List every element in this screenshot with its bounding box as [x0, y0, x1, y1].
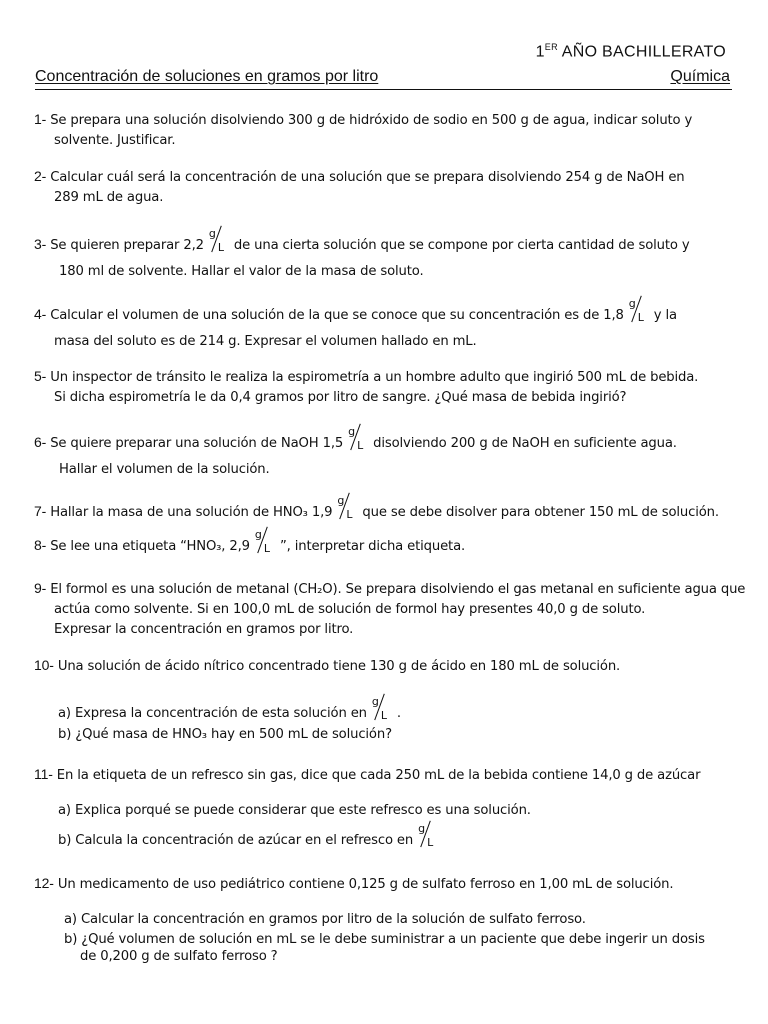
question-12-part-b-continued: de 0,200 g de sulfato ferroso ? — [80, 949, 278, 964]
question-number: 8- — [34, 537, 47, 553]
grams-per-liter-unit: g L — [254, 528, 270, 555]
question-number: 10- — [34, 657, 54, 673]
question-text: de una cierta solución que se compone por cierta cantidad de soluto y — [229, 238, 690, 253]
title-bar — [35, 67, 732, 90]
question-text: Hallar el volumen de la solución. — [59, 462, 270, 477]
subject-label: Química — [670, 68, 730, 85]
grade-label — [536, 42, 726, 61]
grams-per-liter-unit: g L — [348, 425, 364, 452]
question-1 — [34, 109, 746, 151]
question-number: 11- — [34, 766, 53, 782]
question-text: 289 mL de agua. — [54, 190, 164, 205]
question-text: actúa como solvente. Si en 100,0 mL de solución de formol hay presentes 40,0 g de soluto. — [54, 602, 646, 617]
question-10-part-b: b) ¿Qué masa de HNO₃ hay en 500 mL de solución? — [58, 727, 392, 742]
question-12-part-a: a) Calcular la concentración en gramos por litro de la solución de sulfato ferroso. — [64, 912, 586, 927]
question-text: que se debe disolver para obtener 150 mL de solución. — [358, 505, 719, 520]
question-11 — [34, 764, 746, 786]
grade-number: 1 — [535, 43, 545, 61]
question-number: 3- — [34, 236, 47, 252]
question-4 — [34, 297, 746, 355]
question-text: Se prepara una solución disolviendo 300 g de hidróxido de sodio en 500 g de agua, indicar soluto y — [46, 113, 693, 128]
question-10-part-a: a) Expresa la concentración de esta solución en g L . — [58, 699, 401, 727]
question-7 — [34, 494, 746, 526]
question-number: 4- — [34, 306, 47, 322]
question-text: disolviendo 200 g de NaOH en suficiente agua. — [369, 436, 677, 451]
question-text: Un inspector de tránsito le realiza la espirometría a un hombre adulto que ingirió 500 mL de bebida. — [46, 370, 699, 385]
question-text: Una solución de ácido nítrico concentrado tiene 130 g de ácido en 180 mL de solución. — [53, 659, 621, 674]
question-number: 9- — [34, 580, 47, 596]
question-number: 5- — [34, 368, 47, 384]
grams-per-liter-unit: g L — [208, 227, 224, 254]
question-text: Calcular el volumen de una solución de la que se conoce que su concentración es de 1,8 — [46, 308, 624, 323]
question-text: En la etiqueta de un refresco sin gas, dice que cada 250 mL de la bebida contiene 14,0 g de azúcar — [52, 768, 701, 783]
question-number: 12- — [34, 875, 54, 891]
grams-per-liter-unit: g L — [371, 695, 387, 722]
grams-per-liter-unit: g L — [628, 297, 644, 324]
question-3 — [34, 227, 746, 285]
question-text: Un medicamento de uso pediátrico contiene 0,125 g de sulfato ferroso en 1,00 mL de solución. — [53, 877, 674, 892]
question-number: 1- — [34, 111, 47, 127]
question-11-part-a: a) Explica porqué se puede considerar que este refresco es una solución. — [58, 803, 531, 818]
question-text: 180 ml de solvente. Hallar el valor de la masa de soluto. — [59, 264, 424, 279]
question-number: 6- — [34, 434, 47, 450]
question-text: solvente. Justificar. — [54, 133, 176, 148]
question-text: Se quieren preparar 2,2 — [46, 238, 204, 253]
grams-per-liter-unit: g L — [418, 822, 434, 849]
question-text: masa del soluto es de 214 g. Expresar el volumen hallado en mL. — [54, 334, 477, 349]
grade-superscript: ER — [544, 42, 558, 52]
question-text: Expresar la concentración en gramos por litro. — [54, 622, 354, 637]
question-text: Se quiere preparar una solución de NaOH 1,5 — [46, 436, 344, 451]
question-2 — [34, 166, 746, 208]
question-number: 2- — [34, 168, 47, 184]
grade-text: AÑO BACHILLERATO — [557, 43, 726, 61]
question-number: 7- — [34, 503, 47, 519]
grams-per-liter-unit: g L — [337, 494, 353, 521]
question-text: y la — [649, 308, 677, 323]
question-10 — [34, 655, 746, 677]
question-12 — [34, 873, 746, 895]
question-text: Hallar la masa de una solución de HNO₃ 1,9 — [46, 505, 333, 520]
question-text: ”, interpretar dicha etiqueta. — [275, 539, 466, 554]
question-11-part-b: b) Calcula la concentración de azúcar en el refresco en g L — [58, 826, 439, 854]
question-text: Calcular cuál será la concentración de una solución que se prepara disolviendo 254 g de NaOH en — [46, 170, 685, 185]
worksheet-title: Concentración de soluciones en gramos por litro — [35, 68, 379, 85]
question-12-part-b: b) ¿Qué volumen de solución en mL se le debe suministrar a un paciente que debe ingerir un dosis — [64, 932, 705, 947]
question-text: El formol es una solución de metanal (CH₂O). Se prepara disolviendo el gas metanal en suficiente agua que — [46, 582, 746, 597]
question-9 — [34, 578, 746, 640]
question-6 — [34, 425, 746, 483]
question-text: Si dicha espirometría le da 0,4 gramos por litro de sangre. ¿Qué masa de bebida ingirió? — [54, 390, 627, 405]
question-text: Se lee una etiqueta “HNO₃, 2,9 — [46, 539, 250, 554]
question-8 — [34, 528, 746, 560]
question-5 — [34, 366, 746, 408]
